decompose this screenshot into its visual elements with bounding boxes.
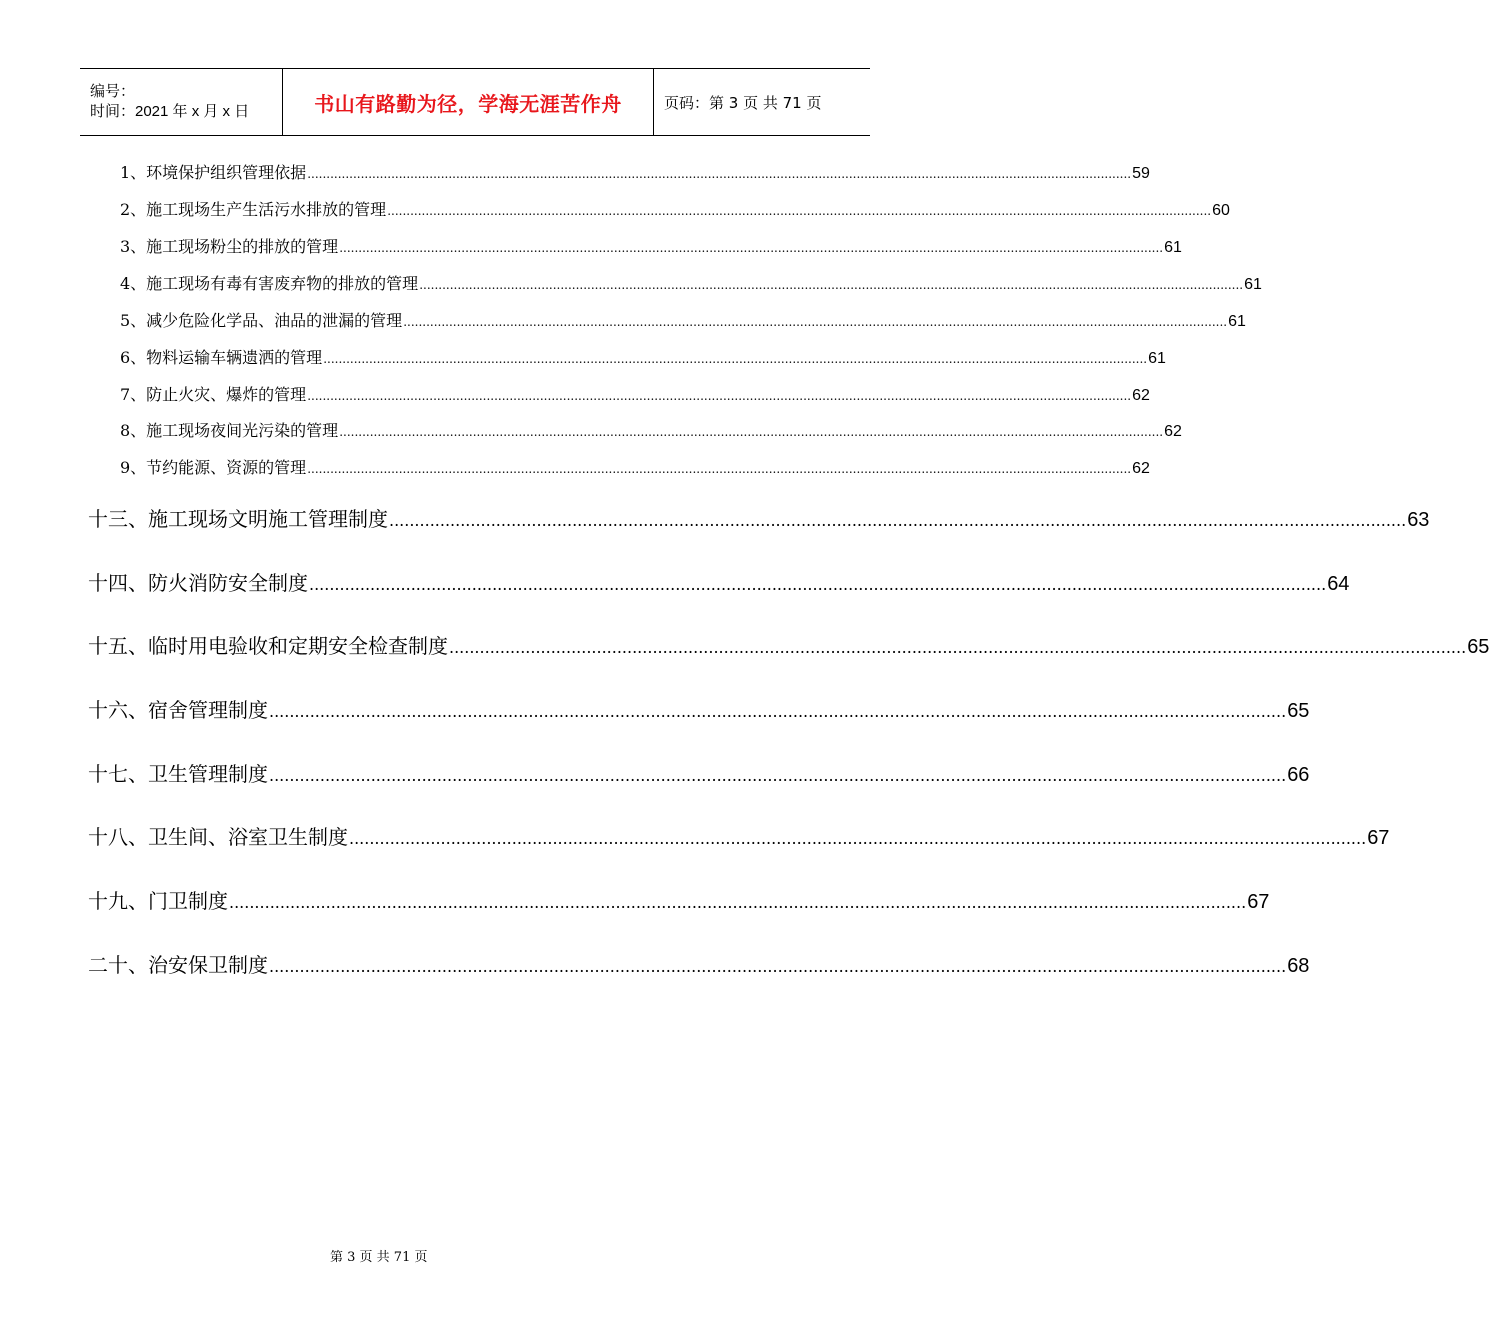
toc-item-label: 7、防止火灾、爆炸的管理 — [120, 385, 307, 404]
toc-item-page: 62 — [1164, 423, 1182, 440]
toc-item-page: 66 — [1287, 764, 1310, 786]
document-number-label: 编号： — [90, 83, 136, 100]
toc-sub-item[interactable] — [120, 197, 1230, 220]
toc-item-label: 9、节约能源、资源的管理 — [120, 458, 307, 477]
slogan-text: 书山有路勤为径，学海无涯苦作舟 — [314, 91, 622, 116]
toc-item-page: 64 — [1327, 573, 1350, 595]
toc-item-page: 63 — [1407, 509, 1430, 531]
toc-item-label: 十七、卫生管理制度 — [88, 762, 268, 786]
toc-item-label: 3、施工现场粉尘的排放的管理 — [120, 237, 339, 256]
toc-sub-item[interactable] — [120, 271, 1262, 294]
dot-leader: ........................................................................................................................................................................................................ — [269, 957, 1287, 976]
toc-item-label: 6、物料运输车辆遗洒的管理 — [120, 348, 323, 367]
toc-item-label: 4、施工现场有毒有害废弃物的排放的管理 — [120, 274, 419, 293]
toc-main-item[interactable] — [88, 821, 1390, 850]
toc-sub-item[interactable] — [120, 345, 1166, 368]
dot-leader: ........................................................................................................................................................................................................................ — [307, 167, 1132, 181]
toc-sub-item[interactable] — [120, 308, 1246, 331]
toc-sub-item[interactable] — [120, 382, 1150, 405]
toc-item-page: 62 — [1132, 460, 1150, 477]
toc-item-label: 十四、防火消防安全制度 — [88, 571, 308, 595]
dot-leader: ........................................................................................................................................................................................................ — [349, 829, 1367, 848]
toc-item-page: 61 — [1228, 313, 1246, 330]
header-page-info — [654, 69, 870, 135]
toc-item-label: 十九、门卫制度 — [88, 889, 228, 913]
toc-sub-item[interactable] — [120, 160, 1150, 183]
toc-item-page: 67 — [1247, 891, 1270, 913]
toc-item-label: 十五、临时用电验收和定期安全检查制度 — [88, 634, 448, 658]
document-date: 时间：2021 年 x 月 x 日 — [90, 103, 250, 120]
dot-leader: ........................................................................................................................................................................................................................ — [387, 204, 1212, 218]
toc-item-label: 8、施工现场夜间光污染的管理 — [120, 421, 339, 440]
dot-leader: ........................................................................................................................................................................................................................ — [307, 462, 1132, 476]
toc-item-label: 5、减少危险化学品、油品的泄漏的管理 — [120, 311, 403, 330]
toc-item-page: 61 — [1164, 239, 1182, 256]
toc-item-label: 十三、施工现场文明施工管理制度 — [88, 507, 388, 531]
toc-main-item[interactable] — [88, 949, 1310, 978]
page-footer — [0, 1246, 950, 1265]
toc-main-item[interactable] — [88, 503, 1430, 532]
dot-leader: ........................................................................................................................................................................................................ — [269, 702, 1287, 721]
footer-page-number: 第 3 页 共 71 页 — [330, 1250, 428, 1265]
dot-leader: ........................................................................................................................................................................................................................ — [403, 315, 1228, 329]
toc-item-page: 67 — [1367, 827, 1390, 849]
dot-leader: ........................................................................................................................................................................................................................ — [339, 241, 1164, 255]
toc-sub-item[interactable] — [120, 455, 1150, 478]
page-info-text: 页码：第 3 页 共 71 页 — [664, 93, 822, 112]
toc-main-item[interactable] — [88, 630, 1489, 659]
dot-leader: ........................................................................................................................................................................................................................ — [419, 278, 1244, 292]
toc-sub-item[interactable] — [120, 418, 1182, 441]
toc-item-label: 二十、治安保卫制度 — [88, 953, 268, 977]
document-header — [80, 68, 870, 136]
toc-item-page: 65 — [1287, 700, 1310, 722]
header-meta — [80, 69, 282, 135]
toc-item-page: 62 — [1132, 387, 1150, 404]
toc-main-item[interactable] — [88, 885, 1270, 914]
dot-leader: ........................................................................................................................................................................................................ — [389, 511, 1407, 530]
toc-sub-item[interactable] — [120, 234, 1182, 257]
dot-leader: ........................................................................................................................................................................................................ — [269, 766, 1287, 785]
toc-item-label: 十八、卫生间、浴室卫生制度 — [88, 825, 348, 849]
toc-item-label: 2、施工现场生产生活污水排放的管理 — [120, 200, 387, 219]
dot-leader: ........................................................................................................................................................................................................................ — [339, 425, 1164, 439]
toc-item-page: 60 — [1212, 202, 1230, 219]
dot-leader: ........................................................................................................................................................................................................................ — [307, 389, 1132, 403]
toc-item-page: 61 — [1244, 276, 1262, 293]
toc-item-page: 68 — [1287, 955, 1310, 977]
dot-leader: ........................................................................................................................................................................................................ — [229, 893, 1247, 912]
toc-item-page: 59 — [1132, 165, 1150, 182]
toc-main-item[interactable] — [88, 758, 1310, 787]
toc-item-label: 1、环境保护组织管理依据 — [120, 163, 307, 182]
dot-leader: ........................................................................................................................................................................................................ — [449, 638, 1467, 657]
toc-item-label: 十六、宿舍管理制度 — [88, 698, 268, 722]
header-slogan — [282, 69, 654, 135]
toc-main-item[interactable] — [88, 567, 1350, 596]
dot-leader: ........................................................................................................................................................................................................................ — [323, 352, 1148, 366]
dot-leader: ........................................................................................................................................................................................................ — [309, 575, 1327, 594]
toc-item-page: 65 — [1467, 636, 1489, 658]
toc-main-item[interactable] — [88, 694, 1310, 723]
toc-item-page: 61 — [1148, 350, 1166, 367]
